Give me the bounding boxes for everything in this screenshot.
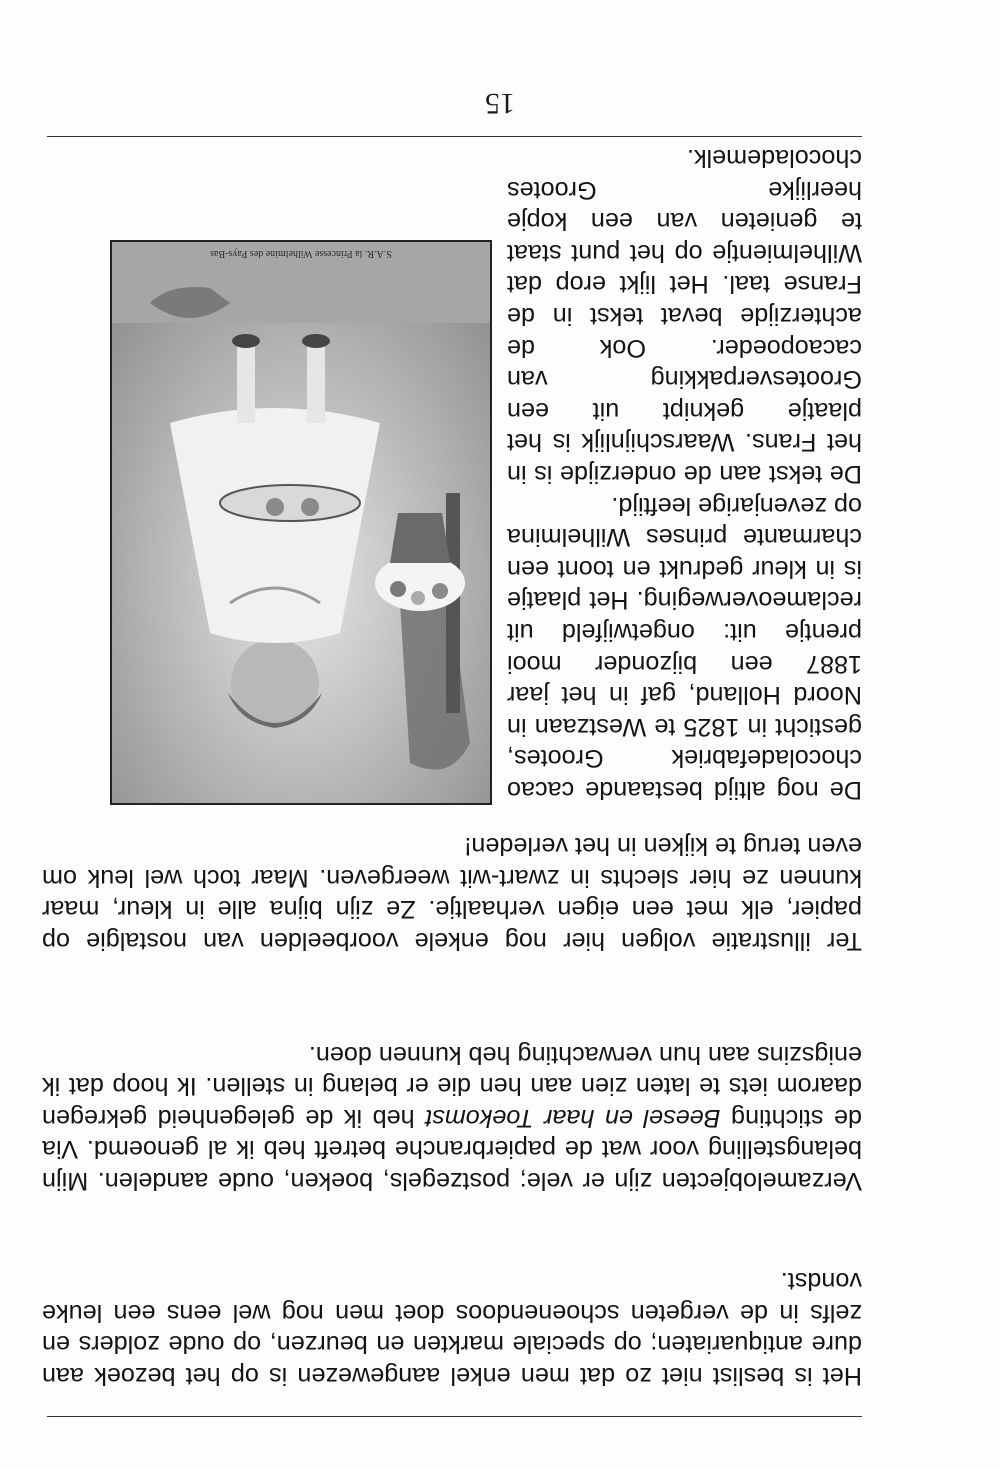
top-rule — [47, 1416, 862, 1417]
bottom-rule — [47, 136, 862, 137]
girl-leg — [307, 343, 325, 423]
basket-body — [390, 513, 450, 563]
shoe-shape — [302, 334, 330, 348]
shoe-shape — [232, 334, 260, 348]
paragraph-illustration-intro: Ter illustratie volgen hier nog enkele voorbeelden van nostalgie op papier, elk met een eigen verhaaltje. Ze zijn bijna alle in kleur, maar kunnen ze hier slechts in zwart-wit weergeven. Maar toch wel leuk om even terug te kijken in het verleden! — [42, 832, 862, 955]
princess-illustration-graphic — [112, 242, 490, 803]
page-number: 15 — [485, 87, 515, 120]
flower-icon — [411, 591, 425, 605]
paragraph-collectibles-start: Verzamelobjecten zijn er vele; postzegels, boeken, oude aandelen. Mijn belangstelling voor wat de papierbranche betreft heb ik al genoemd. Via de stichting — [42, 1103, 862, 1195]
description-paragraph-1: De nog altijd bestaande cacao chocoladefabriek Grootes, gesticht in 1825 te Westzaan in Noord Holland, gaf in het jaar 1887 een bijzonder mooi prentje uit: ongetwijfeld uit reclameoverweging. Het plaatje is in kleur gedrukt en toont een charmante prinses Wilhelmina op zevenjarige leeftijd. — [507, 491, 862, 804]
picture-caption: S.A.R. la Princesse Wilhelmine des Pays-Bas — [210, 248, 392, 259]
foundation-title: Beesel en haar Toekomst — [425, 1103, 721, 1132]
tray-shape — [220, 485, 360, 521]
paragraph-collectibles — [42, 1038, 862, 1196]
cup-icon — [266, 498, 284, 516]
paragraph-intro: Het is beslist niet zo dat men enkel aangewezen is op het bezoek aan dure antiquariaten; op speciale markten en beurzen, op oude zolders en zelfs in de vergeten schoenendoos doet men nog wel eens een leuke vondst. — [42, 1267, 862, 1390]
flower-icon — [390, 581, 406, 597]
cup-icon — [301, 498, 319, 516]
princess-wilhelmina-picture — [110, 240, 492, 805]
girl-leg — [237, 343, 255, 423]
flower-icon — [432, 583, 448, 599]
illustration-description — [507, 142, 862, 805]
paragraph-collectibles-end: heb ik de gelegenheid gekregen daarom iets te laten zien aan hen die er belang in stellen. Ik hoop dat ik enigszins aan hun verwachting heb kunnen doen. — [42, 1040, 862, 1132]
description-paragraph-2: De tekst aan de onderzijde is in het Frans. Waarschijnlijk is het plaatje geknipt uit een Grootesverpakking van cacaopoeder. Ook de achterzijde bevat tekst in de Franse taal. Het lijkt erop dat Wilhelmientje op het punt staat te genieten van een kopje heerlijke Grootes chocolademelk. — [507, 144, 862, 489]
